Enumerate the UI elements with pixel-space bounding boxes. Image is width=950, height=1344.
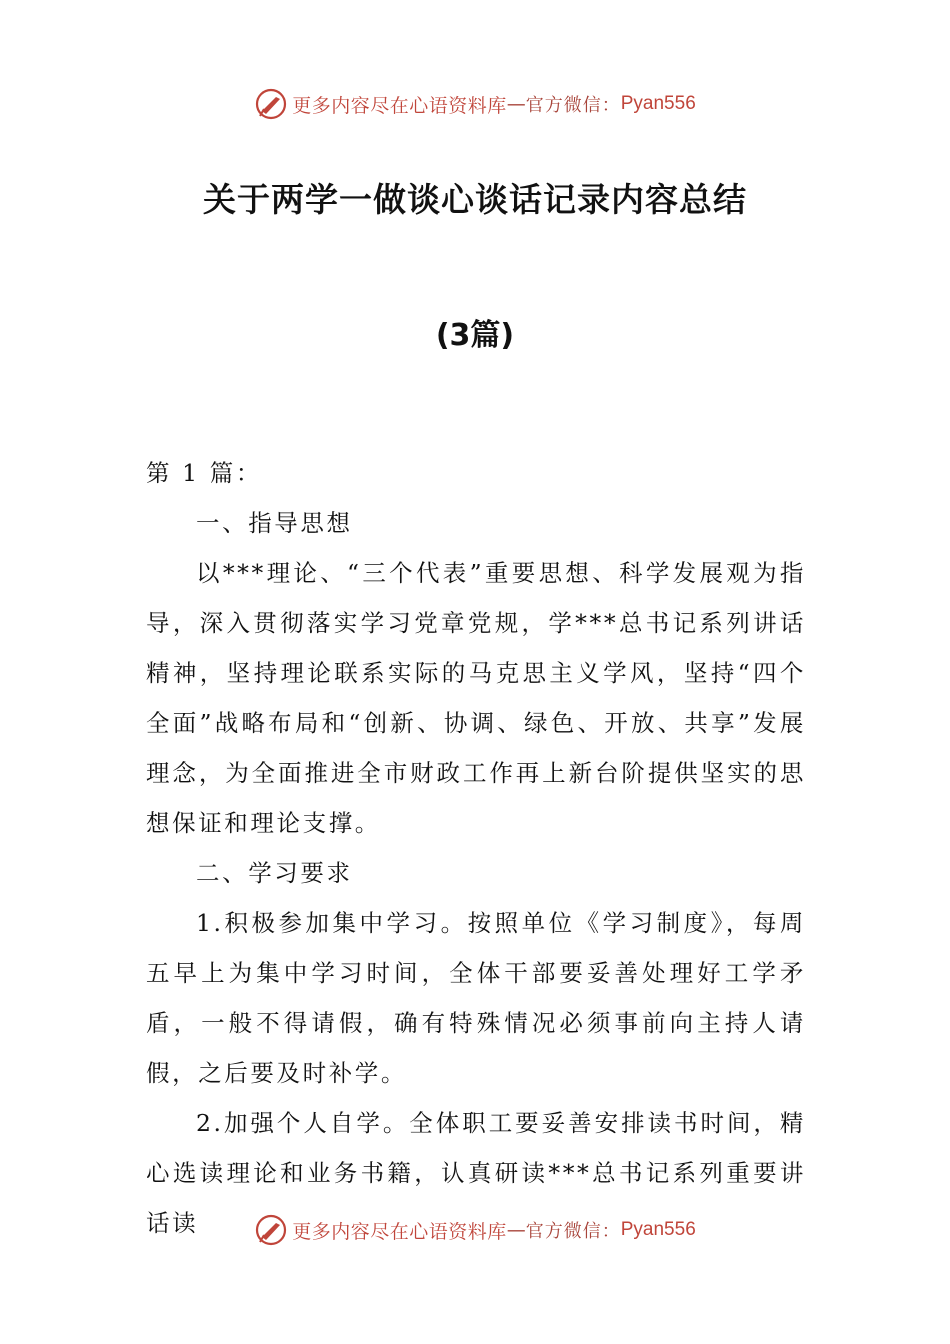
watermark-main-text: 更多内容尽在心语资料库 (292, 94, 507, 117)
watermark-wechat-id: Pyan556 (620, 93, 696, 114)
watermark-wechat-label: 官方微信： (525, 1221, 621, 1242)
body-paragraph: 1.积极参加集中学习。按照单位《学习制度》，每周五早上为集中学习时间，全体干部要妥善处理好工学矛盾，一般不得请假，确有特殊情况必须事前向主持人请假，之后要及时补学。 (146, 909, 806, 1087)
watermark-dash: — (506, 93, 526, 115)
chapter-heading: 第 1 篇： (146, 459, 262, 487)
body-paragraph: 2.加强个人自学。全体职工要妥善安排读书时间，精心选读理论和业务书籍，认真研读***总书记系列重要讲话读 (146, 1109, 806, 1237)
pen-logo-icon (254, 1213, 288, 1247)
section-heading: 二、学习要求 (196, 859, 353, 887)
document-title: 关于两学一做谈心谈话记录内容总结 (203, 180, 747, 219)
watermark-main-text: 更多内容尽在心语资料库 (292, 1220, 507, 1243)
document-body (146, 448, 806, 1248)
footer-watermark (0, 1210, 950, 1250)
document-subtitle: (3篇) (435, 318, 515, 353)
header-watermark (0, 84, 950, 124)
watermark-wechat-id: Pyan556 (620, 1219, 696, 1240)
body-paragraph: 以***理论、“三个代表”重要思想、科学发展观为指导，深入贯彻落实学习党章党规，学***总书记系列讲话精神，坚持理论联系实际的马克思主义学风，坚持“四个全面”战略布局和“创新、协调、绿色、开放、共享”发展理念，为全面推进全市财政工作再上新台阶提供坚实的思想保证和理论支撑。 (146, 559, 806, 837)
pen-logo-icon (254, 87, 288, 121)
section-heading: 一、指导思想 (196, 509, 353, 537)
watermark-wechat-label: 官方微信： (525, 95, 621, 116)
watermark-dash: — (506, 1219, 526, 1241)
